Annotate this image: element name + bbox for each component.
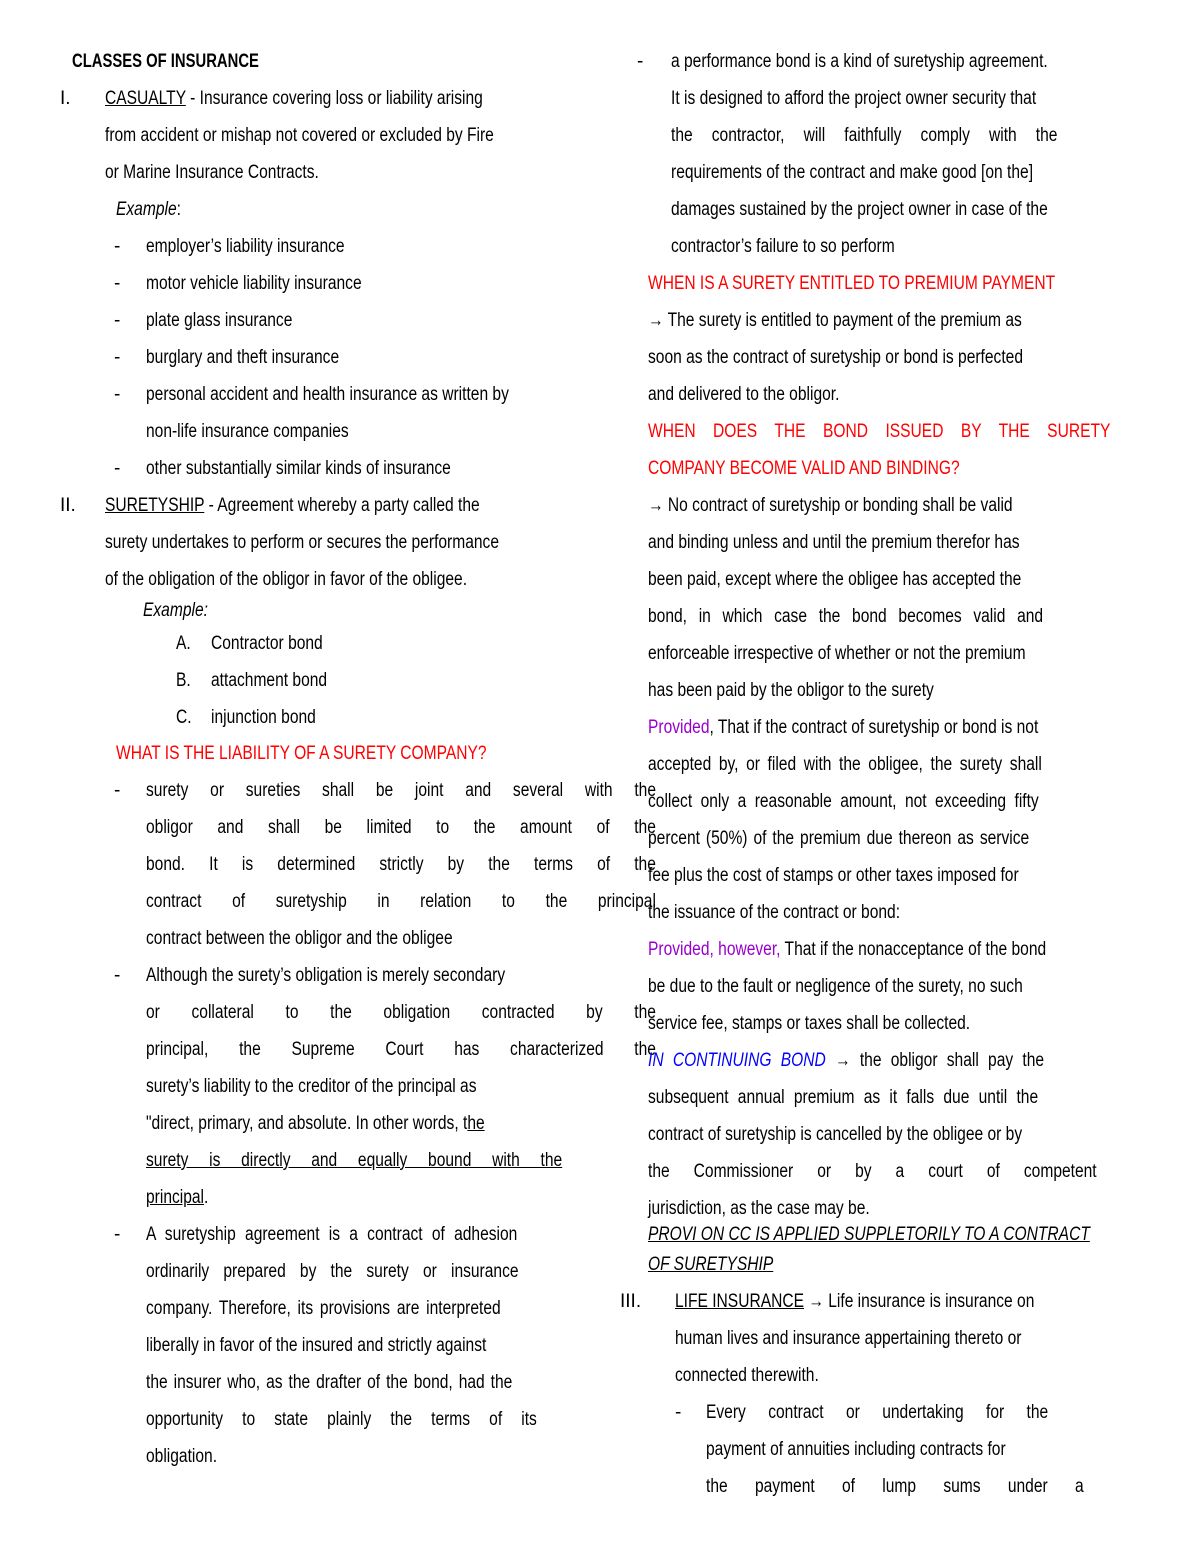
word: Supreme [291,1039,355,1060]
bond-item: injunction bond [211,707,316,728]
word: and [217,817,244,838]
performance-line: a performance bond is a kind of suretyship agreement. [671,51,1048,72]
liability-heading: WHAT IS THE LIABILITY OF A SURETY COMPANY? [116,743,487,764]
word: obligation [383,1002,451,1023]
bond-item: Contractor bond [211,633,323,654]
word: be [324,817,342,838]
casualty-example-label: Example: [116,199,181,220]
list-dash: - [114,236,121,257]
liability-p3-line: obligation. [146,1446,218,1467]
bond-letter: B. [176,670,191,691]
valid-text-line: been paid, except where the obligee has accepted the [648,569,1022,590]
word: principal, [146,1039,209,1060]
word: principal [597,891,656,912]
provided-line: percent (50%) of the premium due thereon as service [648,828,1030,849]
word: strictly [379,854,424,875]
valid-heading-line-2: COMPANY BECOME VALID AND BINDING? [648,458,960,479]
word: suretyship [275,891,347,912]
word: relation [420,891,472,912]
list-dash: - [114,384,121,405]
premium-heading: WHEN IS A SURETY ENTITLED TO PREMIUM PAYMENT [648,273,1056,294]
continuing-line: subsequent annual premium as it falls due until the [648,1087,1039,1108]
list-dash: - [114,347,121,368]
word: the [634,1002,656,1023]
word: the [634,1039,656,1060]
performance-line: requirements of the contract and make good [on the] [671,162,1034,183]
performance-line: contractor’s failure to so perform [671,236,895,257]
provided-however-line: service fee, stamps or taxes shall be collected. [648,1013,971,1034]
suretyship-term: SURETYSHIP [105,495,205,516]
word: has [454,1039,480,1060]
bond-letter: A. [176,633,191,654]
list-item: personal accident and health insurance as written by [146,384,509,405]
section-numeral-life: III. [620,1291,642,1312]
provi-note-line-1: PROVI ON CC IS APPLIED SUPPLETORILY TO A CONTRACT [648,1224,1090,1245]
word: the [473,817,496,838]
life-sub-line: payment of annuities including contracts for [706,1439,1006,1460]
casualty-definition-line-3: or Marine Insurance Contracts. [105,162,319,183]
casualty-definition-line-1: CASUALTY - Insurance covering loss or liability arising [105,88,483,109]
word: Court [385,1039,424,1060]
suretyship-definition-line-2: surety undertakes to perform or secures the performance [105,532,500,553]
liability-p3-line: the insurer who, as the drafter of the bond, had the [146,1372,513,1393]
section-numeral-suretyship: II. [60,495,76,516]
word: shall [267,817,301,838]
provi-note-line-2: OF SURETYSHIP [648,1254,774,1275]
word: or [146,1002,160,1023]
liability-p2-line [146,994,656,1031]
word: is [241,854,254,875]
liability-p2-underlined-line: surety is directly and equally bound with the [146,1150,563,1171]
liability-p2-line-underlined-start: "direct, primary, and absolute. In other words, the [146,1113,485,1134]
list-dash: - [114,310,121,331]
word: by [586,1002,603,1023]
word: It [209,854,218,875]
word: the [545,891,568,912]
word: the [634,854,656,875]
liability-p2-line: surety’s liability to the creditor of the principal as [146,1076,477,1097]
liability-p2-line [146,1031,656,1068]
liability-p3-line: ordinarily prepared by the surety or insurance [146,1261,519,1282]
premium-text-line: and delivered to the obligor. [648,384,840,405]
list-item: plate glass insurance [146,310,293,331]
valid-text-line: bond, in which case the bond becomes valid and [648,606,1044,627]
performance-line: It is designed to afford the project owner security that [671,88,1037,109]
liability-p1-line [146,846,656,883]
liability-p1-line [146,809,656,846]
word: bond. [146,854,185,875]
word: sureties [245,780,301,801]
liability-p1-line: contract between the obligor and the obligee [146,928,453,949]
word: of [232,891,246,912]
provided-line: collect only a reasonable amount, not exceeding fifty [648,791,1039,812]
page-heading: CLASSES OF INSURANCE [72,51,259,72]
word: by [447,854,465,875]
provided-however-line: be due to the fault or negligence of the surety, no such [648,976,1023,997]
word: and [465,780,492,801]
word: the [634,817,656,838]
life-definition-line-3: connected therewith. [675,1365,819,1386]
provided-line-1: Provided, That if the contract of suretyship or bond is not [648,717,1039,738]
life-sub-line: Every contract or undertaking for the [706,1402,1049,1423]
word: obligor [146,817,193,838]
word: limited [366,817,412,838]
word: with [584,780,613,801]
word: the [488,854,510,875]
continuing-line: the Commissioner or by a court of competent [648,1161,1097,1182]
word: surety [146,780,189,801]
section-numeral-casualty: I. [60,88,71,109]
word: of [596,817,610,838]
suretyship-definition-line-3: of the obligation of the obligor in favor of the obligee. [105,569,468,590]
list-dash: - [114,965,121,986]
suretyship-example-label: Example: [143,600,208,621]
word: contract [146,891,202,912]
life-term: LIFE INSURANCE [675,1291,804,1312]
list-dash: - [675,1402,682,1423]
continuing-line: jurisdiction, as the case may be. [648,1198,870,1219]
life-sub-line: the payment of lump sums under a [706,1476,1084,1497]
performance-line: damages sustained by the project owner in case of the [671,199,1048,220]
word: be [375,780,394,801]
life-definition-line-1: LIFE INSURANCE → Life insurance is insurance on [675,1291,1035,1312]
list-dash: - [114,273,121,294]
provided-line: the issuance of the contract or bond: [648,902,901,923]
liability-p3-line: liberally in favor of the insured and strictly against [146,1335,487,1356]
premium-text-line: → The surety is entitled to payment of the premium as [648,310,1022,331]
word: contracted [481,1002,555,1023]
word: joint [414,780,444,801]
word: terms [534,854,573,875]
bond-item: attachment bond [211,670,328,691]
word: in [377,891,390,912]
list-item: burglary and theft insurance [146,347,340,368]
liability-p2-line: Although the surety’s obligation is merely secondary [146,965,506,986]
bond-letter: C. [176,707,192,728]
provided-label: Provided [648,717,710,738]
liability-p3-line: company. Therefore, its provisions are interpreted [146,1298,501,1319]
list-item: other substantially similar kinds of insurance [146,458,451,479]
word: amount [520,817,573,838]
liability-p3-line: opportunity to state plainly the terms of its [146,1409,537,1430]
valid-text-line: → No contract of suretyship or bonding shall be valid [648,495,1013,516]
word: to [436,817,450,838]
word: several [512,780,564,801]
word: or [210,780,225,801]
word: to [501,891,515,912]
liability-p1-line [146,883,656,920]
provided-line: accepted by, or filed with the obligee, the surety shall [648,754,1042,775]
provided-however-line-1: Provided, however, That if the nonacceptance of the bond [648,939,1047,960]
continuing-line: contract of suretyship is cancelled by the obligee or by [648,1124,1023,1145]
valid-text-line: has been paid by the obligor to the surety [648,680,934,701]
word: the [330,1002,352,1023]
word: the [239,1039,261,1060]
valid-text-line: and binding unless and until the premium therefor has [648,532,1020,553]
valid-heading-line-1: WHEN DOES THE BOND ISSUED BY THE SURETY [648,421,1111,442]
list-item: motor vehicle liability insurance [146,273,362,294]
word: of [597,854,611,875]
word: determined [277,854,356,875]
performance-line: the contractor, will faithfully comply with the [671,125,1058,146]
list-item-continued: non-life insurance companies [146,421,349,442]
provided-line: fee plus the cost of stamps or other taxes imposed for [648,865,1019,886]
list-dash: - [114,1224,121,1245]
list-dash: - [637,51,644,72]
life-definition-line-2: human lives and insurance appertaining thereto or [675,1328,1022,1349]
casualty-term: CASUALTY [105,88,186,109]
provided-however-label: Provided, however, [648,939,781,960]
word: characterized [510,1039,604,1060]
list-dash: - [114,458,121,479]
liability-p3-line: A suretyship agreement is a contract of adhesion [146,1224,518,1245]
list-item: employer’s liability insurance [146,236,345,257]
valid-text-line: enforceable irrespective of whether or not the premium [648,643,1026,664]
premium-text-line: soon as the contract of suretyship or bond is perfected [648,347,1024,368]
word: the [634,780,656,801]
casualty-definition-line-2: from accident or mishap not covered or excluded by Fire [105,125,494,146]
liability-p2-underlined-end: principal. [146,1187,209,1208]
word: to [285,1002,299,1023]
liability-p1-line [146,772,656,809]
word: collateral [191,1002,254,1023]
continuing-line-1: IN CONTINUING BOND → the obligor shall pay the [648,1050,1045,1071]
continuing-label: IN CONTINUING BOND [648,1050,826,1071]
suretyship-definition-line-1: SURETYSHIP - Agreement whereby a party called the [105,495,480,516]
list-dash: - [114,780,121,801]
word: shall [322,780,355,801]
